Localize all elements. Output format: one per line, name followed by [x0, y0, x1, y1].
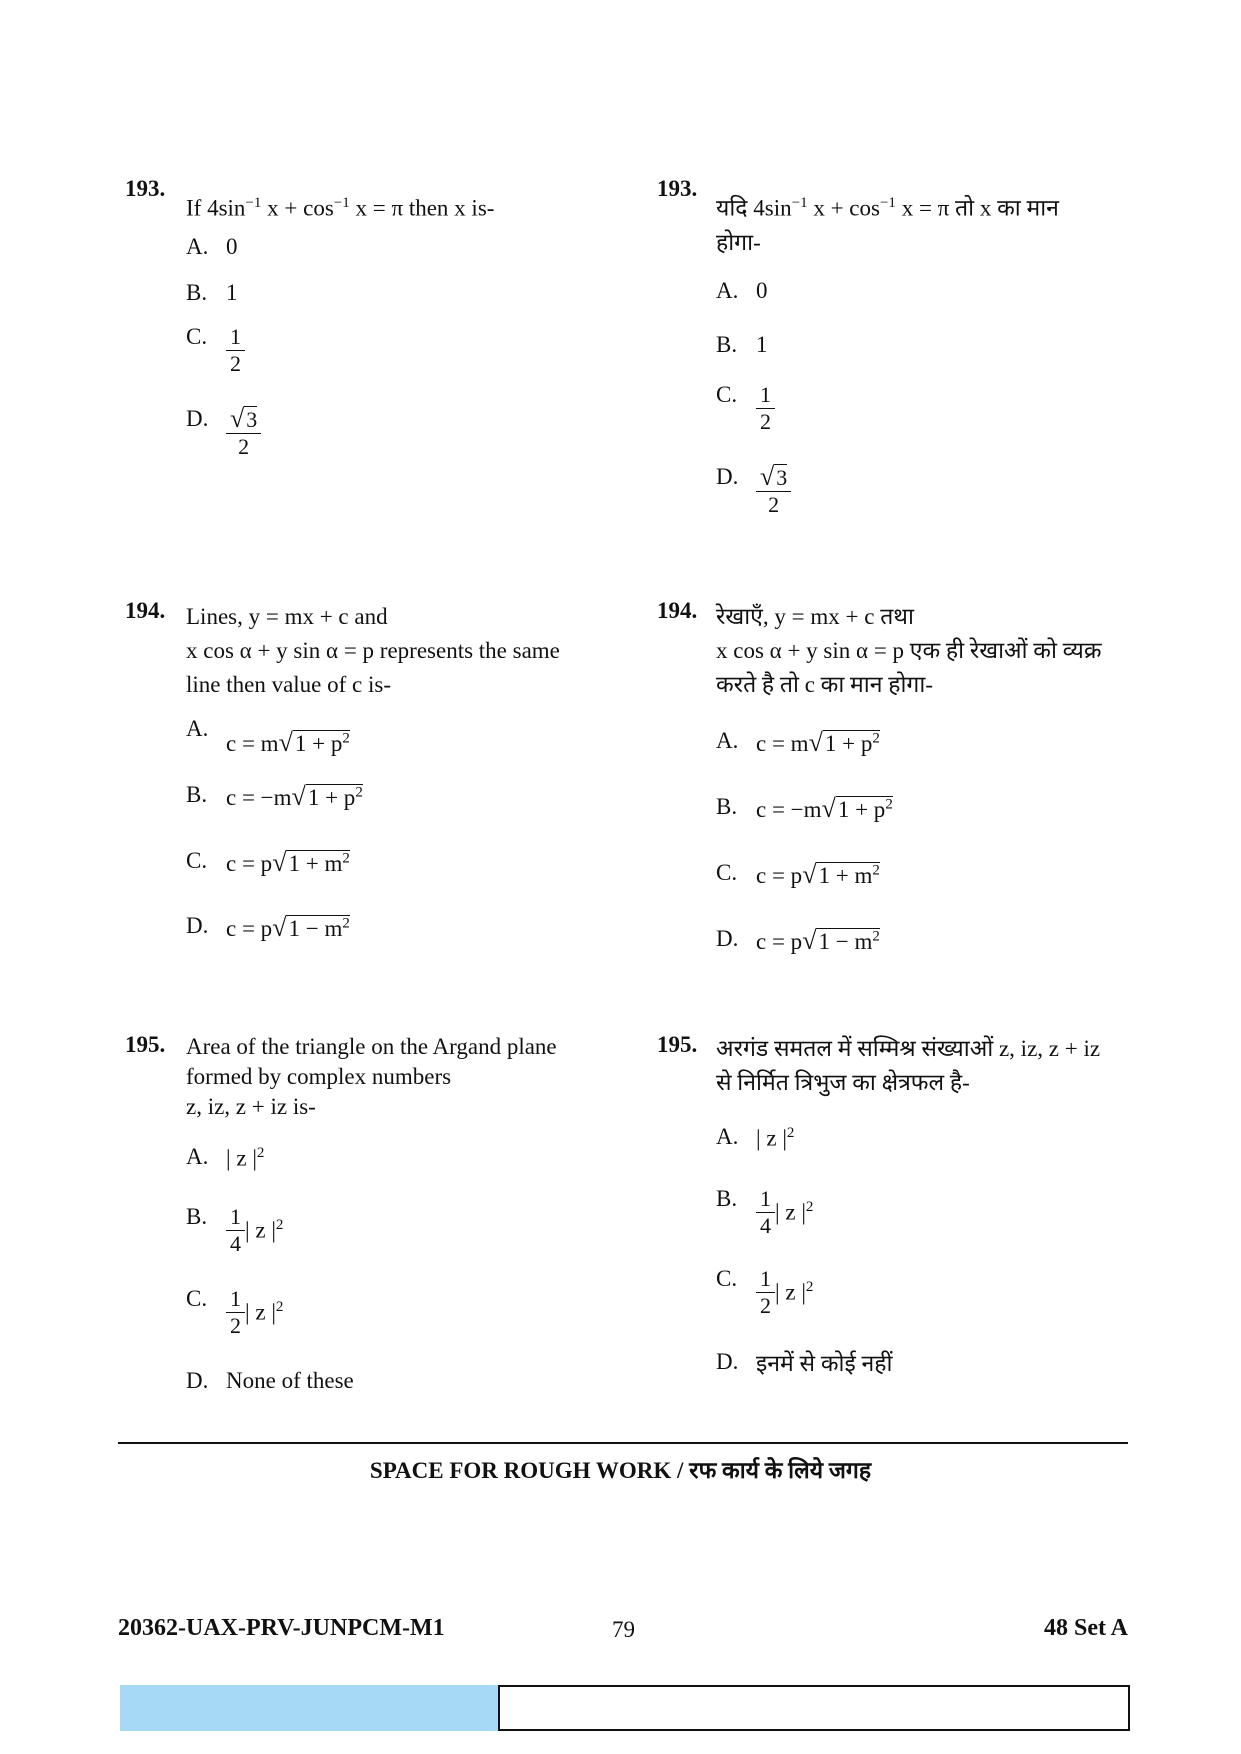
fraction: $\frac{1}{2}$: [226, 1286, 245, 1339]
sqrt-icon: √: [278, 728, 293, 757]
option-c: C. $\frac{1}{2}$ | z $|^2$: [186, 1286, 284, 1338]
sqrt-icon: √: [802, 860, 817, 889]
option-c: C. $\frac{1}{2}$ | z $|^2$: [716, 1266, 814, 1318]
question-text: यदि $4\sin^{-1}$ $x + \cos^{-1} x = \pi$ तो x का मान होगा-: [716, 195, 1059, 255]
question-text: Area of the triangle on the Argand plane formed by complex numbers z, iz, z + iz is-: [186, 1034, 557, 1119]
option-c: C. $\frac{1}{2}$: [716, 382, 775, 422]
option-a: $A.c = m√1 + p^2$: [186, 716, 350, 757]
question-number: 194.: [657, 598, 698, 623]
question-number: 193.: [125, 176, 166, 201]
paper-code: 20362-UAX-PRV-JUNPCM-M1: [118, 1615, 445, 1641]
option-d: D. $c = p√1 - m^2$: [716, 926, 880, 955]
fraction: $\frac{1}{4}$: [226, 1204, 245, 1257]
option-a: A. 0: [716, 277, 768, 303]
option-c: C. $\frac{1}{2}$: [186, 324, 245, 364]
divider-rule: [118, 1442, 1128, 1444]
sqrt-icon: √: [808, 728, 823, 757]
question-number: 194.: [125, 598, 166, 623]
option-a: A. | z $|^2$: [186, 1144, 265, 1172]
question-number: 195.: [657, 1032, 698, 1057]
option-b: B. $c = -m√1 + p^2$: [186, 782, 363, 811]
sqrt-icon: √: [272, 913, 287, 942]
fraction: $\frac{1}{2}$: [226, 324, 245, 377]
option-a: A. 0: [186, 233, 238, 259]
option-c: C. $c = p√1 + m^2$: [186, 848, 350, 877]
set-label: 48 Set A: [1044, 1615, 1128, 1641]
option-d: D. $\frac{√3}{2}$: [716, 464, 791, 504]
option-b: B. $\frac{1}{4}$ | z $|^2$: [716, 1186, 814, 1238]
sqrt-icon: √: [821, 794, 836, 823]
footer-color-band: [120, 1685, 498, 1731]
footer-box: [498, 1685, 1130, 1731]
fraction: $\frac{1}{2}$: [756, 1266, 775, 1319]
fraction: $\frac{1}{4}$: [756, 1186, 775, 1239]
question-text: रेखाएँ, y = mx + c तथा x cos α + y sin α = p एक ही रेखाओं को व्यक्र करते है तो c का मान होगा-: [716, 604, 1102, 697]
option-a: A. | z $|^2$: [716, 1124, 795, 1152]
question-number: 195.: [125, 1032, 166, 1057]
sqrt-icon: √: [272, 848, 287, 877]
sqrt-icon: √: [291, 782, 306, 811]
option-d: D. None of these: [186, 1367, 354, 1393]
question-number: 193.: [657, 176, 698, 201]
option-a: A. $c = m√1 + p^2$: [716, 728, 880, 757]
rough-work-heading: SPACE FOR ROUGH WORK / रफ कार्य के लिये जगह: [369, 1458, 872, 1483]
option-b: B. $\frac{1}{4}$ | z $|^2$: [186, 1204, 284, 1256]
option-c: C. $c = p√1 + m^2$: [716, 860, 880, 889]
sqrt-icon: √: [802, 926, 817, 955]
question-text: Lines, y = mx + c and x cos α + y sin α = p represents the same line then value of c is-: [186, 604, 560, 697]
option-d: D. $\frac{√3}{2}$: [186, 406, 261, 446]
option-b: B. 1: [186, 279, 238, 305]
option-b: B. $c = -m√1 + p^2$: [716, 794, 893, 823]
page-number: 79: [612, 1617, 635, 1642]
option-d: D. इनमें से कोई नहीं: [716, 1349, 893, 1376]
sqrt-icon: √: [760, 462, 775, 491]
option-b: B. 1: [716, 331, 768, 357]
fraction: $\frac{1}{2}$: [756, 382, 775, 435]
fraction: $\frac{√3}{2}$: [226, 406, 261, 460]
question-text: If $4\sin^{-1}$ $x + \cos^{-1} x = \pi$ then x is-: [186, 195, 495, 221]
option-d: D. $c = p√1 - m^2$: [186, 913, 350, 942]
fraction: $\frac{√3}{2}$: [756, 464, 791, 518]
question-text: अरगंड समतल में सम्मिश्र संख्याओं z, iz, z + iz से निर्मित त्रिभुज का क्षेत्रफल है-: [716, 1036, 1101, 1095]
sqrt-icon: √: [230, 404, 245, 433]
